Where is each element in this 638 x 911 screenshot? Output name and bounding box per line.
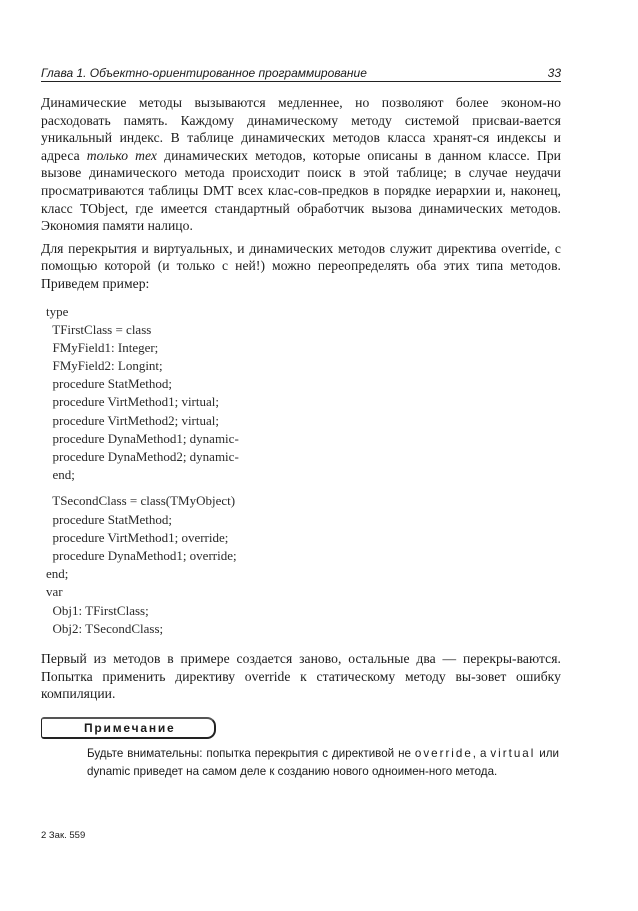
running-header (41, 64, 561, 82)
code-line: procedure VirtMethod1; virtual; (46, 394, 219, 410)
page-footer: 2 Зак. 559 (41, 830, 86, 841)
italic-text: только тех (86, 147, 158, 163)
code-line: procedure DynaMethod1; dynamic- (46, 430, 239, 446)
text-run: динамических методов, которые описаны в данном классе. При вызове динамического метода происходит поиск в этой таблице; в случае неудачи просматриваются таблицы DMT всех клас-сов-предков в порядке иерархии и, наконец, класс TObject, где имеется стандартный обработчик вызова динамических методов. Экономия памяти налицо. (41, 147, 561, 234)
paragraph-dynamic-methods (41, 94, 561, 235)
code-line: var (46, 584, 63, 600)
page (41, 64, 561, 781)
chapter-title: Глава 1. Объектно-ориентированное программирование (41, 66, 367, 80)
code-line: TSecondClass = class(TMyObject) (46, 493, 236, 509)
code-line: Obj2: TSecondClass; (46, 620, 164, 636)
paragraph-explanation: Первый из методов в примере создается заново, остальные два — перекры-ваются. Попытка применить директиву override к статическому методу вы-зовет ошибку компиляции. (41, 650, 561, 702)
code-line: TFirstClass = class (46, 321, 152, 337)
text-run: , а (472, 746, 491, 760)
text-run: или dynamic приведет на самом деле к созданию нового одноимен-ного метода. (87, 746, 559, 778)
code-line: procedure VirtMethod2; virtual; (46, 412, 219, 428)
code-line: procedure DynaMethod2; dynamic- (46, 449, 239, 465)
keyword: override (414, 746, 473, 760)
page-number: 33 (547, 66, 561, 80)
code-line: Obj1: TFirstClass; (46, 602, 149, 618)
note-text (87, 745, 559, 781)
code-listing (46, 303, 561, 638)
code-line: FMyField1: Integer; (46, 339, 159, 355)
keyword: virtual (490, 746, 536, 760)
code-gap (46, 484, 561, 492)
code-line: procedure StatMethod; (46, 511, 172, 527)
code-line: type (46, 303, 69, 319)
code-line: FMyField2: Longint; (46, 358, 163, 374)
code-line: procedure DynaMethod1; override; (46, 547, 237, 563)
text-run: Динамические методы вызываются медленнее, но позволяют более эконом-но расходовать память. Каждому динамическому методу системой присваи-вается уникальный индекс. В таблице динамических методов класса хранят-ся индексы и адреса (41, 95, 561, 163)
code-line: procedure VirtMethod1; override; (46, 529, 229, 545)
code-line: end; (46, 467, 75, 483)
note-title: Примечание (41, 717, 216, 739)
text-run: Будьте внимательны: попытка перекрытия с директивой не (87, 746, 415, 760)
code-line: end; (46, 566, 69, 582)
code-line: procedure StatMethod; (46, 376, 172, 392)
note-box (41, 717, 561, 781)
paragraph-override: Для перекрытия и виртуальных, и динамических методов служит директива override, с помощью которой (и только с ней!) можно переопределять оба этих типа методов. Приведем пример: (41, 240, 561, 291)
